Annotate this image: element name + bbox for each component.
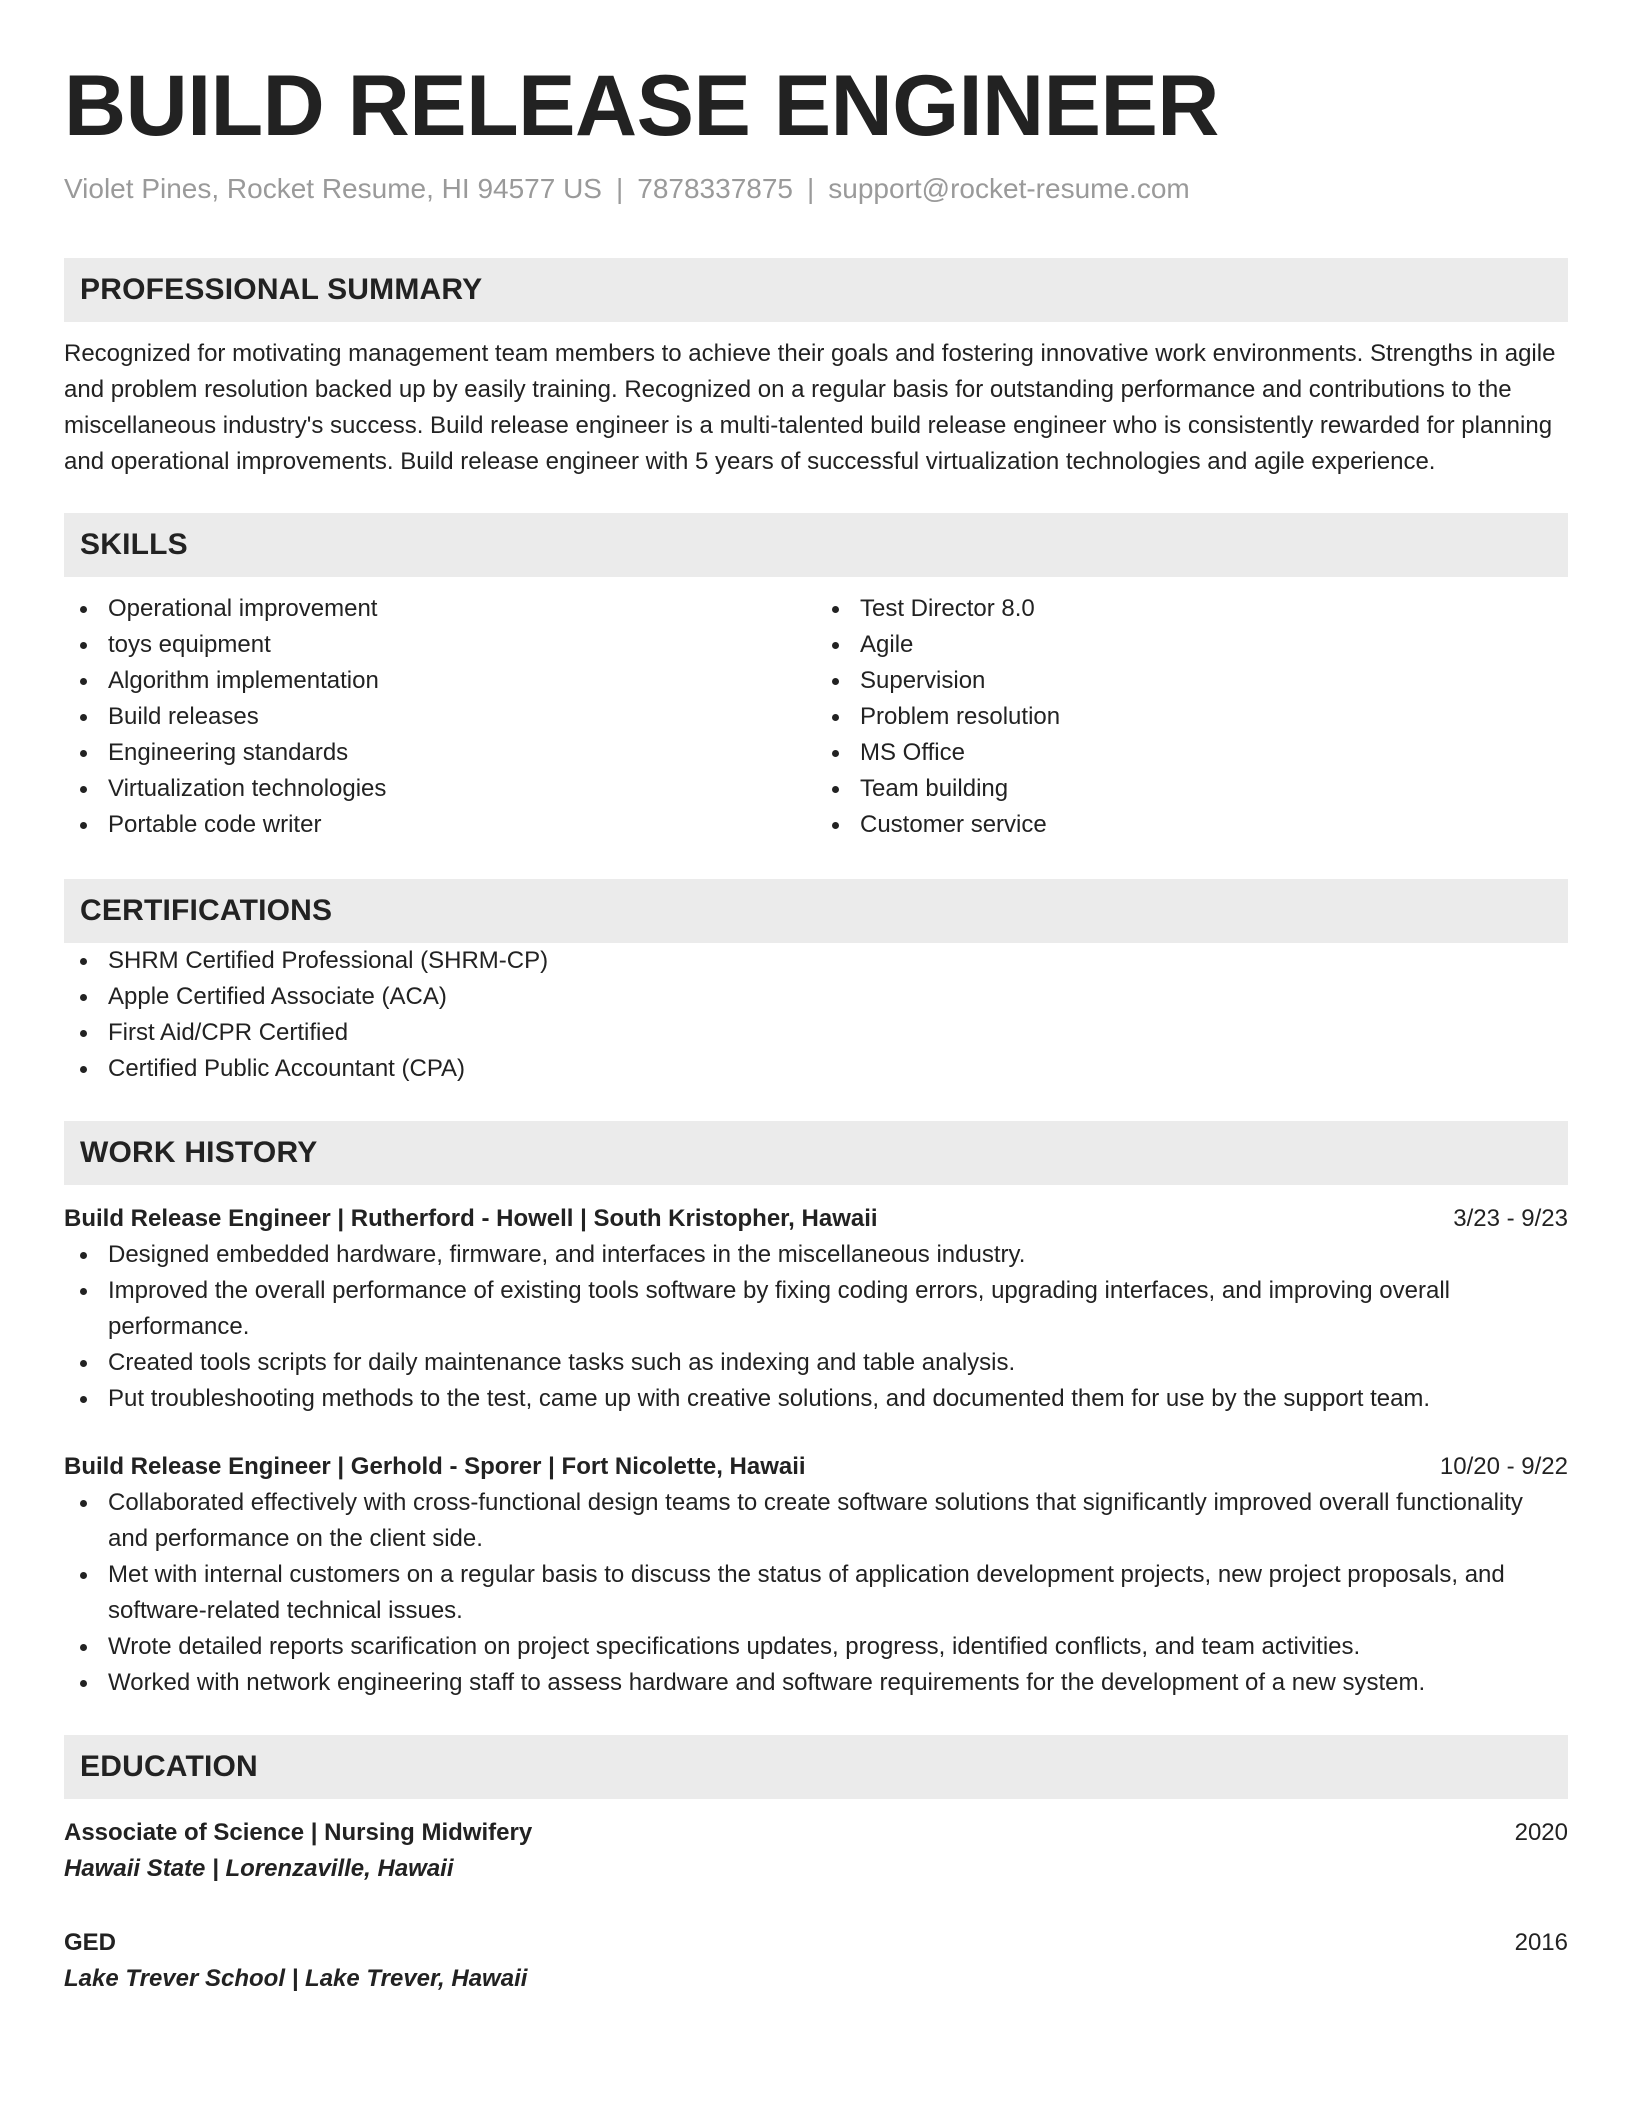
education-entry (64, 1815, 1568, 1887)
education-degree: Associate of Science | Nursing Midwifery (64, 1819, 533, 1846)
skills-column-left (64, 591, 816, 843)
job-title: Build Release Engineer | Rutherford - Howell | South Kristopher, Hawaii (64, 1205, 878, 1232)
contact-separator: | (615, 173, 624, 204)
job-bullet: Improved the overall performance of existing tools software by fixing coding errors, upgrading interfaces, and improving overall performance. (64, 1273, 1568, 1345)
skill-item: Portable code writer (64, 807, 816, 843)
contact-separator: | (807, 173, 815, 204)
education-header (64, 1925, 1568, 1961)
skill-item: Engineering standards (64, 735, 816, 771)
job-bullet: Created tools scripts for daily maintenance tasks such as indexing and table analysis. (64, 1345, 1568, 1381)
section-header-education: EDUCATION (64, 1735, 1568, 1799)
skill-item: Agile (816, 627, 1568, 663)
skill-item: Team building (816, 771, 1568, 807)
job-header (64, 1201, 1568, 1237)
job-bullet: Put troubleshooting methods to the test, came up with creative solutions, and documented them for use by the support team. (64, 1381, 1568, 1417)
education-degree: GED (64, 1929, 117, 1956)
job-title: Build Release Engineer | Gerhold - Sporer | Fort Nicolette, Hawaii (64, 1453, 806, 1480)
job-dates: 10/20 - 9/22 (1439, 1453, 1568, 1480)
skills-grid (64, 591, 1568, 843)
job-bullet: Met with internal customers on a regular basis to discuss the status of application development projects, new project proposals, and software-related technical issues. (64, 1557, 1568, 1629)
skill-item: Virtualization technologies (64, 771, 816, 807)
job-bullet: Collaborated effectively with cross-functional design teams to create software solutions that significantly improved overall functionality and performance on the client side. (64, 1485, 1568, 1557)
certifications-list (64, 943, 1568, 1087)
skill-item: Algorithm implementation (64, 663, 816, 699)
certification-item: First Aid/CPR Certified (64, 1015, 1568, 1051)
certification-item: Apple Certified Associate (ACA) (64, 979, 1568, 1015)
job-bullet: Designed embedded hardware, firmware, and interfaces in the miscellaneous industry. (64, 1237, 1568, 1273)
education-header (64, 1815, 1568, 1851)
certification-item: SHRM Certified Professional (SHRM-CP) (64, 943, 1568, 979)
job-bullet: Worked with network engineering staff to assess hardware and software requirements for the development of a new system. (64, 1665, 1568, 1701)
job-entry (64, 1201, 1568, 1417)
section-header-summary: PROFESSIONAL SUMMARY (64, 258, 1568, 322)
education-year: 2020 (1514, 1819, 1568, 1846)
skills-column-right (816, 591, 1568, 843)
skill-item: Problem resolution (816, 699, 1568, 735)
job-bullets (64, 1485, 1568, 1701)
section-header-work-history: WORK HISTORY (64, 1121, 1568, 1185)
job-entry (64, 1449, 1568, 1701)
section-header-skills: SKILLS (64, 513, 1568, 577)
skills-list-left (64, 591, 816, 843)
contact-phone: 7878337875 (637, 173, 793, 204)
contact-email: support@rocket-resume.com (828, 173, 1190, 204)
skill-item: Build releases (64, 699, 816, 735)
job-header (64, 1449, 1568, 1485)
education-school: Hawaii State | Lorenzaville, Hawaii (64, 1855, 454, 1882)
resume-title: BUILD RELEASE ENGINEER (64, 58, 1219, 154)
job-bullets (64, 1237, 1568, 1417)
contact-address: Violet Pines, Rocket Resume, HI 94577 US (64, 173, 602, 204)
skill-item: toys equipment (64, 627, 816, 663)
skill-item: Operational improvement (64, 591, 816, 627)
certification-item: Certified Public Accountant (CPA) (64, 1051, 1568, 1087)
job-bullet: Wrote detailed reports scarification on project specifications updates, progress, identified conflicts, and team activities. (64, 1629, 1568, 1665)
skill-item: Supervision (816, 663, 1568, 699)
skill-item: Customer service (816, 807, 1568, 843)
section-header-certifications: CERTIFICATIONS (64, 879, 1568, 943)
skill-item: MS Office (816, 735, 1568, 771)
skills-list-right (816, 591, 1568, 843)
summary-text: Recognized for motivating management team members to achieve their goals and fostering innovative work environments. Strengths in agile and problem resolution backed up by easily training. Recognized on a regular basis for outstanding performance and contributions to the miscellaneous industry's success. Build release engineer is a multi-talented build release engineer who is consistently rewarded for planning and operational improvements. Build release engineer with 5 years of successful virtualization technologies and agile experience. (64, 340, 1556, 475)
contact-line (64, 172, 1568, 206)
education-school: Lake Trever School | Lake Trever, Hawaii (64, 1965, 528, 1992)
education-entry (64, 1925, 1568, 1997)
job-dates: 3/23 - 9/23 (1453, 1205, 1568, 1232)
education-year: 2016 (1514, 1929, 1568, 1956)
skill-item: Test Director 8.0 (816, 591, 1568, 627)
